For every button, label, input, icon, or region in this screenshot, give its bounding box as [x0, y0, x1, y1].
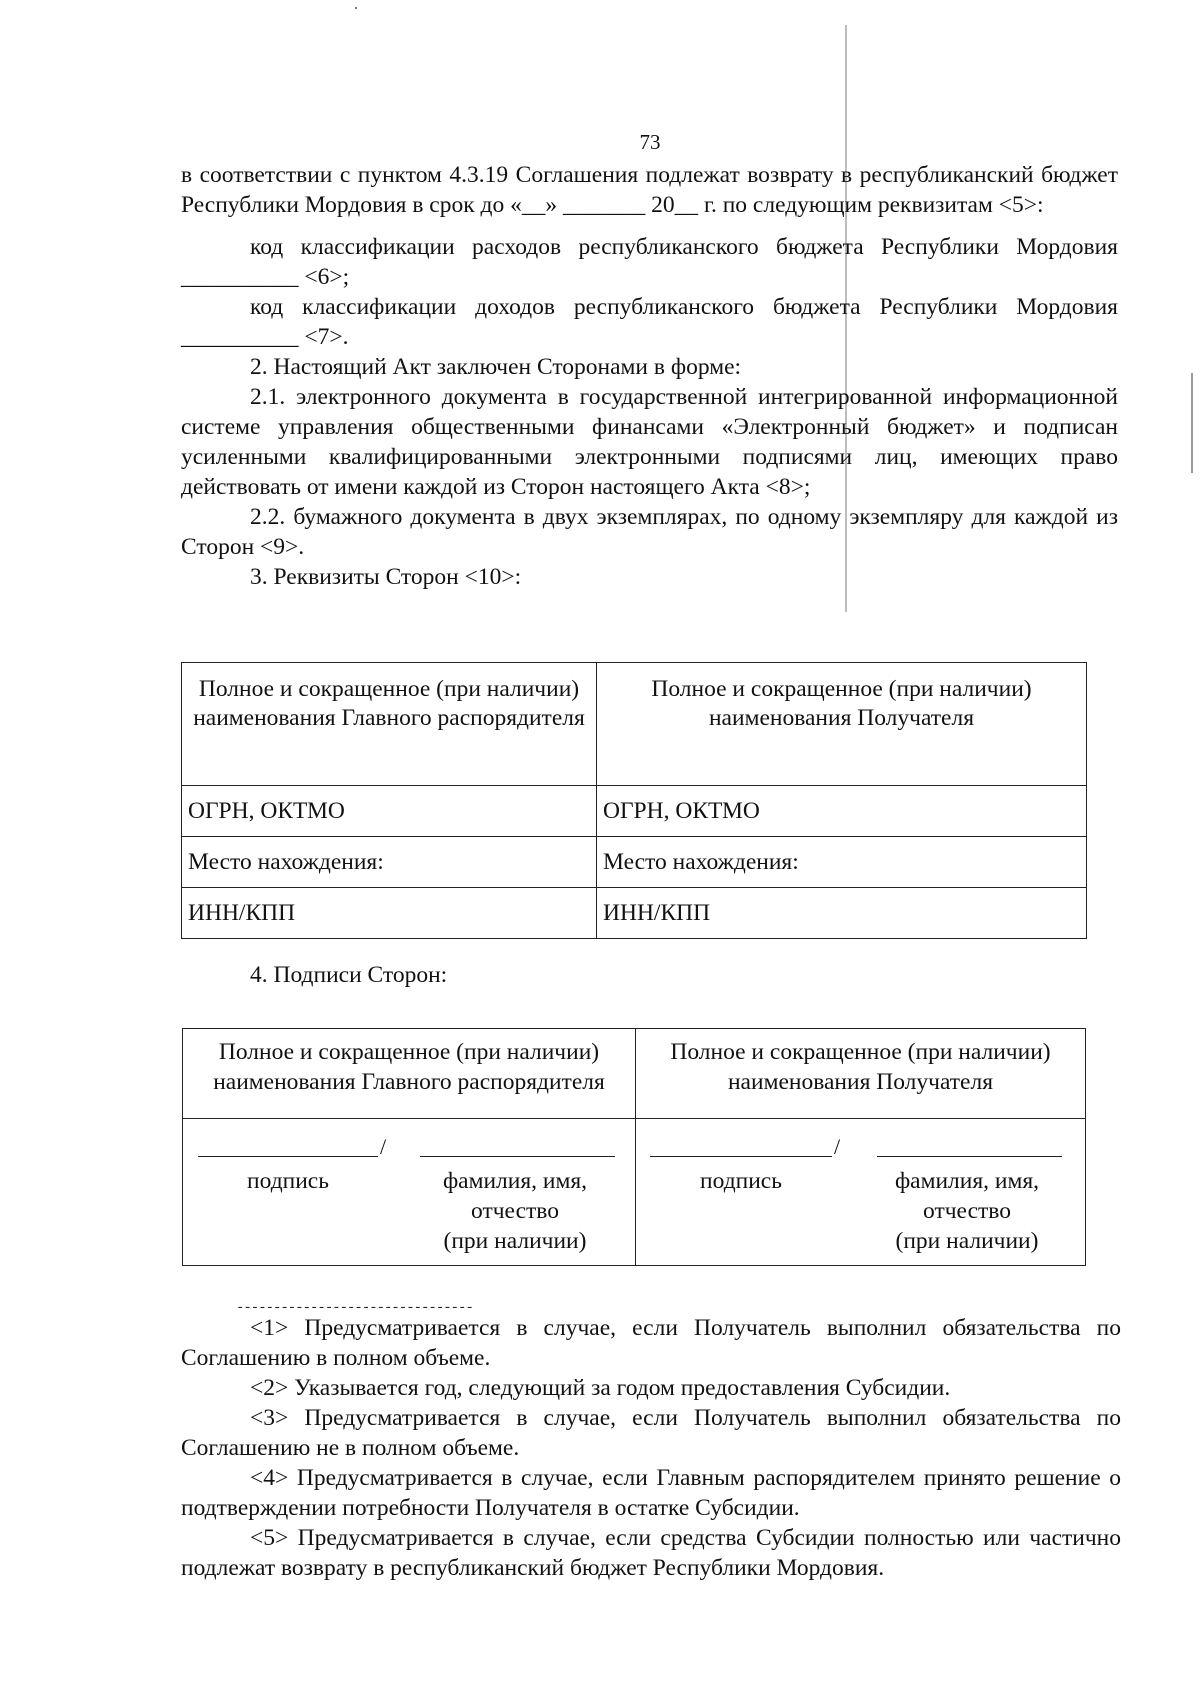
header-main-distributor: Полное и сокращенное (при наличии) наименования Главного распорядителя [182, 663, 597, 786]
signature-label: подпись [700, 1168, 782, 1194]
body-text [181, 160, 1118, 592]
signature-line[interactable] [198, 1156, 378, 1157]
cell-location-right: Место нахождения: [597, 837, 1087, 888]
cell-inn-right: ИНН/КПП [597, 888, 1087, 939]
intro-paragraph: в соответствии с пунктом 4.3.19 Соглашения подлежат возврату в республиканский бюджет Республики Мордовия в срок до «__» _______ 20__ г. по следующим реквизитам <5>: [181, 162, 1118, 218]
scan-artifact-mark [1191, 373, 1193, 473]
name-label [862, 1166, 1072, 1256]
name-label-line-1: фамилия, имя, [442, 1168, 588, 1194]
slash-separator: / [834, 1134, 841, 1159]
signature-cell-left [183, 1119, 636, 1266]
cell-location-left: Место нахождения: [182, 837, 597, 888]
name-label-line-2: отчество [923, 1198, 1011, 1224]
cell-inn-left: ИНН/КПП [182, 888, 597, 939]
section-2-1: 2.1. электронного документа в государственной интегрированной информационной системе управления общественными финансами «Электронный бюджет» и подписан усиленными квалифицированными электронными подписями лиц, имеющих право действовать от имени каждой из Сторон настоящего Акта <8>; [181, 384, 1118, 500]
name-label-line-3: (при наличии) [895, 1228, 1039, 1254]
table-row [182, 786, 1087, 837]
footnote-separator: -------------------------------- [236, 1300, 473, 1316]
slash-separator: / [380, 1134, 387, 1159]
cell-ogrn-left: ОГРН, ОКТМО [182, 786, 597, 837]
table-row [182, 888, 1087, 939]
income-code-paragraph: код классификации доходов республиканского бюджета Республики Мордовия __________ <7>. [181, 294, 1118, 350]
footnote-3: <3> Предусматривается в случае, если Получатель выполнил обязательства по Соглашению не в полном объеме. [181, 1405, 1121, 1461]
footnote-2: <2> Указывается год, следующий за годом предоставления Субсидии. [250, 1375, 951, 1401]
footnote-4: <4> Предусматривается в случае, если Главным распорядителем принято решение о подтверждении потребности Получателя в остатке Субсидии. [181, 1465, 1121, 1521]
name-line[interactable] [420, 1156, 615, 1157]
section-3-title: 3. Реквизиты Сторон <10>: [250, 564, 522, 590]
signature-line[interactable] [650, 1156, 832, 1157]
footnote-1: <1> Предусматривается в случае, если Получатель выполнил обязательства по Соглашению в полном объеме. [181, 1315, 1121, 1371]
name-label-line-2: отчество [471, 1198, 559, 1224]
signature-cell-right [636, 1119, 1086, 1266]
signature-row [183, 1119, 1086, 1266]
signature-label: подпись [247, 1168, 329, 1194]
table-row [182, 837, 1087, 888]
signature-table [182, 1028, 1086, 1266]
sig-header-recipient: Полное и сокращенное (при наличии) наименования Получателя [636, 1029, 1086, 1119]
footnotes [181, 1313, 1121, 1583]
name-label-line-3: (при наличии) [443, 1228, 587, 1254]
scan-speck [355, 7, 357, 9]
cell-ogrn-right: ОГРН, ОКТМО [597, 786, 1087, 837]
name-label-line-1: фамилия, имя, [894, 1168, 1040, 1194]
table-header-row [182, 663, 1087, 786]
section-2-2: 2.2. бумажного документа в двух экземплярах, по одному экземпляру для каждой из Сторон <9>. [181, 504, 1118, 560]
section-2-title: 2. Настоящий Акт заключен Сторонами в форме: [250, 354, 742, 380]
name-line[interactable] [877, 1156, 1062, 1157]
table-header-row [183, 1029, 1086, 1119]
name-label [410, 1166, 620, 1256]
page-number: 73 [639, 130, 661, 154]
sig-header-main-distributor: Полное и сокращенное (при наличии) наименования Главного распорядителя [183, 1029, 636, 1119]
header-recipient: Полное и сокращенное (при наличии) наименования Получателя [597, 663, 1087, 786]
requisites-table [181, 662, 1087, 939]
section-4-title: 4. Подписи Сторон: [250, 962, 448, 988]
footnote-5: <5> Предусматривается в случае, если средства Субсидии полностью или частично подлежат возврату в республиканский бюджет Республики Мордовия. [181, 1525, 1121, 1581]
expense-code-paragraph: код классификации расходов республиканского бюджета Республики Мордовия __________ <6>; [181, 234, 1118, 290]
